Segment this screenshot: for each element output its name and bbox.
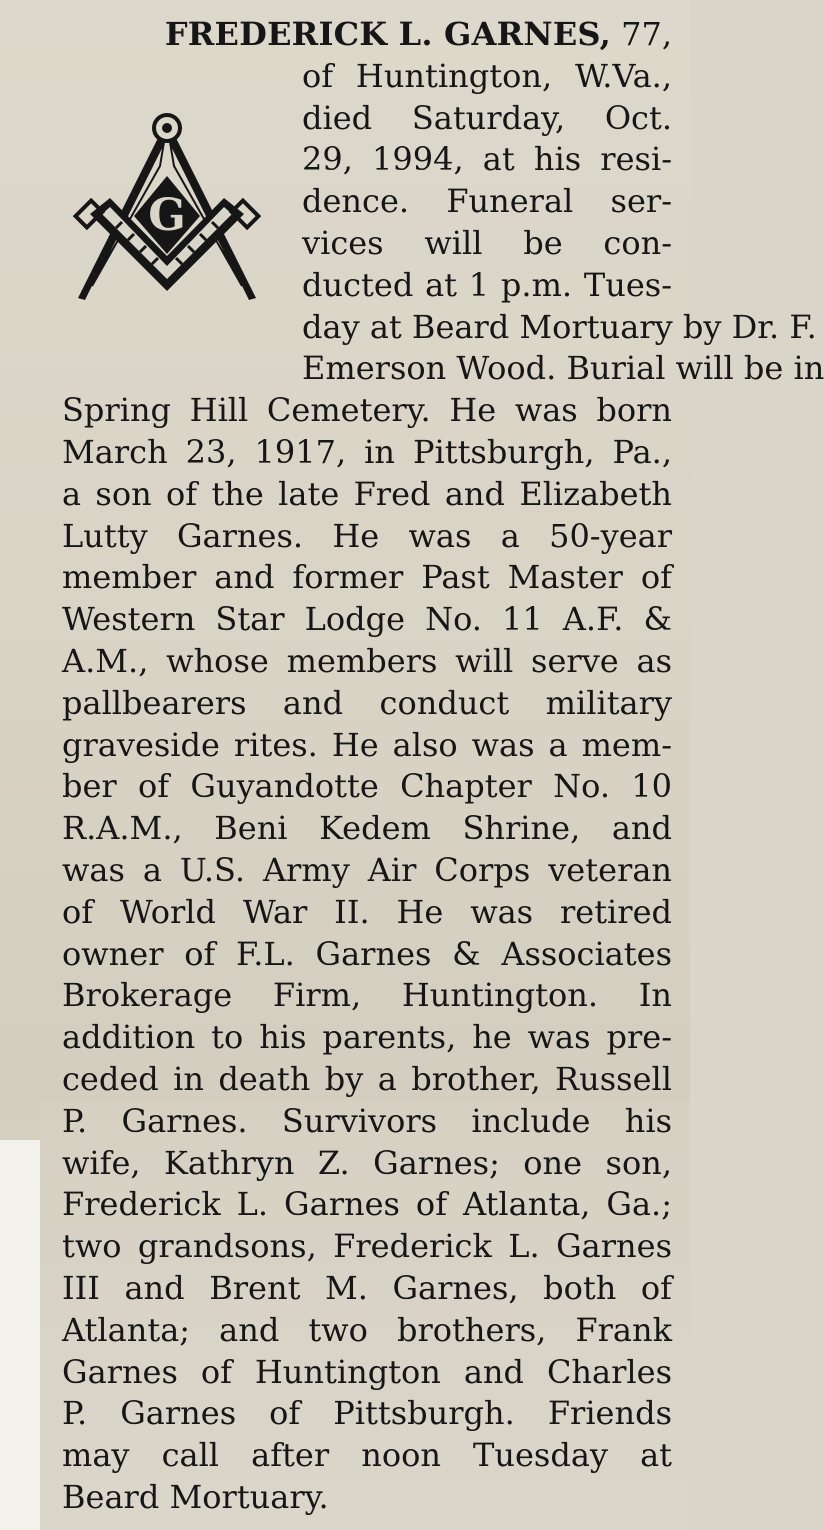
text-line: 29, 1994, at his resi- xyxy=(302,140,672,179)
text-line: day at Beard Mortuary by Dr. F. xyxy=(302,307,817,346)
scan-margin xyxy=(0,1140,40,1530)
emblem-letter: G xyxy=(148,189,186,241)
text-line: addition to his parents, he was pre- xyxy=(62,1018,672,1057)
text-line: Spring Hill Cemetery. He was born xyxy=(62,391,672,430)
text-line: III and Brent M. Garnes, both of xyxy=(62,1268,672,1307)
text-line: P. Garnes. Survivors include his xyxy=(62,1101,672,1140)
text-line: a son of the late Fred and Elizabeth xyxy=(62,474,672,513)
text-line: Atlanta; and two brothers, Frank xyxy=(62,1310,672,1349)
text-line: Brokerage Firm, Huntington. In xyxy=(62,976,672,1015)
text-line: A.M., whose members will serve as xyxy=(62,641,672,680)
deceased-name: FREDERICK L. GARNES, xyxy=(164,15,611,53)
text-line: March 23, 1917, in Pittsburgh, Pa., xyxy=(62,432,672,471)
text-line: Lutty Garnes. He was a 50-year xyxy=(62,516,672,555)
obituary-text xyxy=(62,14,824,1519)
text-line: two grandsons, Frederick L. Garnes xyxy=(62,1227,672,1266)
text-line: member and former Past Master of xyxy=(62,558,672,597)
text-line: R.A.M., Beni Kedem Shrine, and xyxy=(62,809,672,848)
text-line: of World War II. He was retired xyxy=(62,892,672,931)
text-line: Garnes of Huntington and Charles xyxy=(62,1352,672,1391)
text-line: ceded in death by a brother, Russell xyxy=(62,1059,672,1098)
obituary-headline xyxy=(62,14,672,56)
text-line: Frederick L. Garnes of Atlanta, Ga.; xyxy=(62,1185,672,1224)
text-line: of Huntington, W.Va., xyxy=(302,56,672,95)
text-line: dence. Funeral ser- xyxy=(302,182,672,221)
masonic-emblem-icon xyxy=(62,106,294,364)
deceased-age: 77, xyxy=(610,15,672,53)
text-line: wife, Kathryn Z. Garnes; one son, xyxy=(62,1143,672,1182)
text-line: vices will be con- xyxy=(302,223,672,262)
text-line: died Saturday, Oct. xyxy=(302,98,672,137)
text-line: P. Garnes of Pittsburgh. Friends xyxy=(62,1394,672,1433)
text-line: may call after noon Tuesday at xyxy=(62,1436,672,1475)
text-line: pallbearers and conduct military xyxy=(62,683,672,722)
text-line: Western Star Lodge No. 11 A.F. & xyxy=(62,600,672,639)
text-line: Beard Mortuary. xyxy=(62,1477,329,1516)
text-line: was a U.S. Army Air Corps veteran xyxy=(62,850,672,889)
text-line: graveside rites. He also was a mem- xyxy=(62,725,672,764)
text-line: owner of F.L. Garnes & Associates xyxy=(62,934,672,973)
text-line: ber of Guyandotte Chapter No. 10 xyxy=(62,767,672,806)
text-line: Emerson Wood. Burial will be in xyxy=(302,349,824,388)
text-line: ducted at 1 p.m. Tues- xyxy=(302,265,672,304)
